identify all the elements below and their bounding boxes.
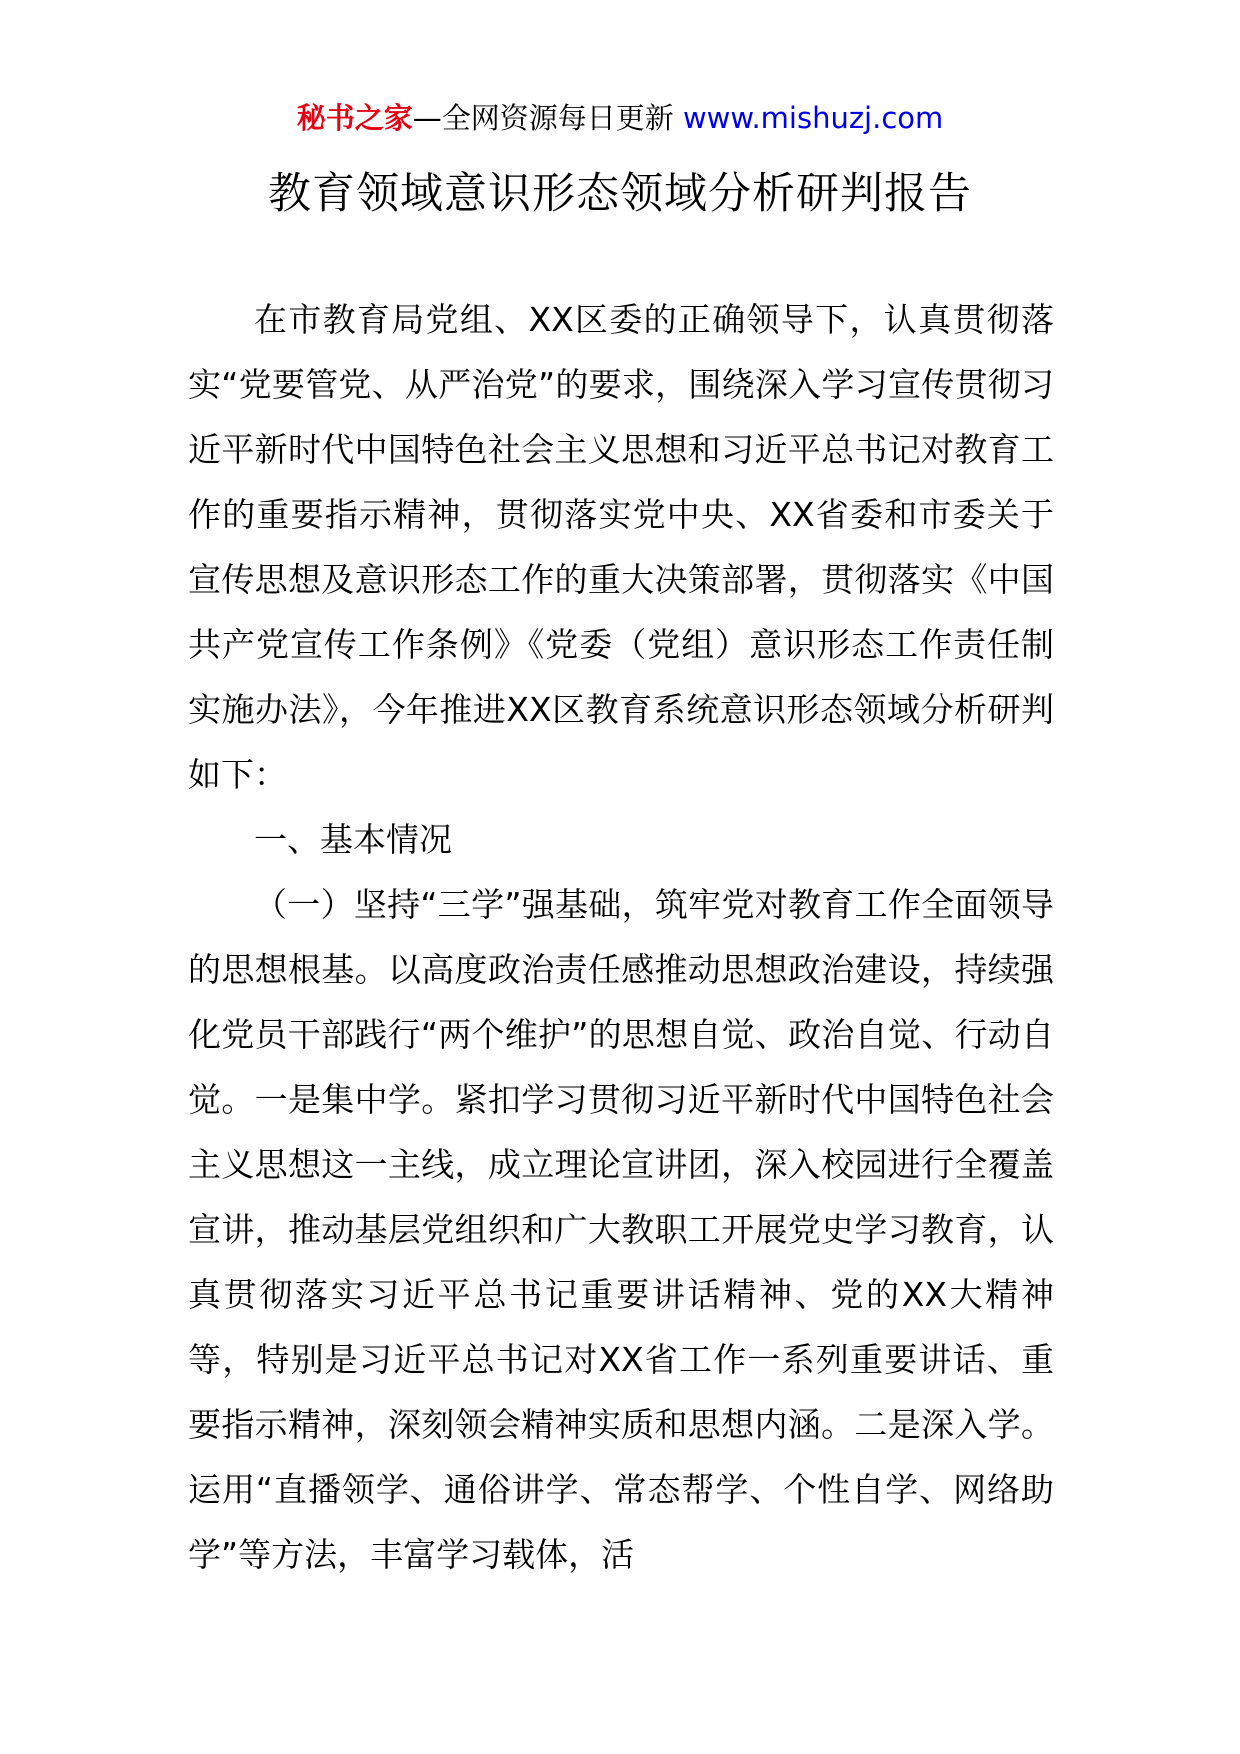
section-paragraph: （一）坚持“三学”强基础，筑牢党对教育工作全面领导的思想根基。以高度政治责任感推动思想政治建设，持续强化党员干部践行“两个维护”的思想自觉、政治自觉、行动自觉。一是集中学。紧扣学习贯彻习近平新时代中国特色社会主义思想这一主线，成立理论宣讲团，深入校园进行全覆盖宣讲，推动基层党组织和广大教职工开展党史学习教育，认真贯彻落实习近平总书记重要讲话精神、党的XX大精神等，特别是习近平总书记对XX省工作一系列重要讲话、重要指示精神，深刻领会精神实质和思想内涵。二是深入学。运用“直播领学、通俗讲学、常态帮学、个性自学、网络助学”等方法，丰富学习载体，活 — [188, 885, 1054, 1574]
site-url-link[interactable]: www.mishuzj.com — [682, 101, 944, 135]
document-title: 教育领域意识形态领域分析研判报告 — [268, 169, 972, 219]
site-header — [0, 98, 1240, 138]
brand-name: 秘书之家 — [296, 101, 413, 135]
intro-paragraph: 在市教育局党组、XX区委的正确领导下，认真贯彻落实“党要管党、从严治党”的要求，围绕深入学习宣传贯彻习近平新时代中国特色社会主义思想和习近平总书记对教育工作的重要指示精神，贯彻落实党中央、XX省委和市委关于宣传思想及意识形态工作的重大决策部署，贯彻落实《中国共产党宣传工作条例》《党委（党组）意识形态工作责任制实施办法》，今年推进XX区教育系统意识形态领域分析研判如下： — [188, 300, 1054, 794]
header-tagline: —全网资源每日更新 — [412, 101, 674, 135]
document-body — [188, 287, 1054, 1587]
section-heading: 一、基本情况 — [254, 820, 452, 859]
